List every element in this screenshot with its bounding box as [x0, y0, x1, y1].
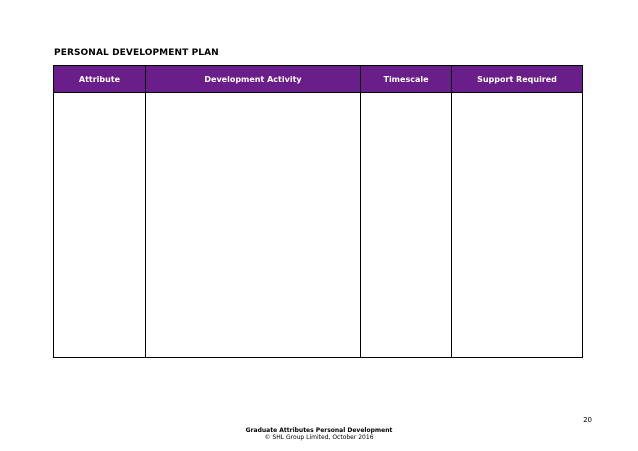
- table-row: [54, 93, 583, 358]
- attribute-cell[interactable]: [54, 93, 146, 358]
- column-header-attribute: Attribute: [54, 66, 146, 93]
- footer-title: Graduate Attributes Personal Development: [245, 427, 393, 434]
- development-activity-cell[interactable]: [146, 93, 361, 358]
- column-header-development-activity: Development Activity: [146, 66, 361, 93]
- page-title: PERSONAL DEVELOPMENT PLAN: [54, 48, 219, 58]
- footer-copyright: © SHL Group Limited, October 2016: [264, 434, 374, 441]
- table-header-row: [54, 66, 583, 93]
- column-header-support-required: Support Required: [452, 66, 583, 93]
- support-required-cell[interactable]: [452, 93, 583, 358]
- timescale-cell[interactable]: [361, 93, 452, 358]
- page-number: 20: [583, 416, 592, 424]
- column-header-timescale: Timescale: [361, 66, 452, 93]
- development-plan-table: [53, 65, 583, 358]
